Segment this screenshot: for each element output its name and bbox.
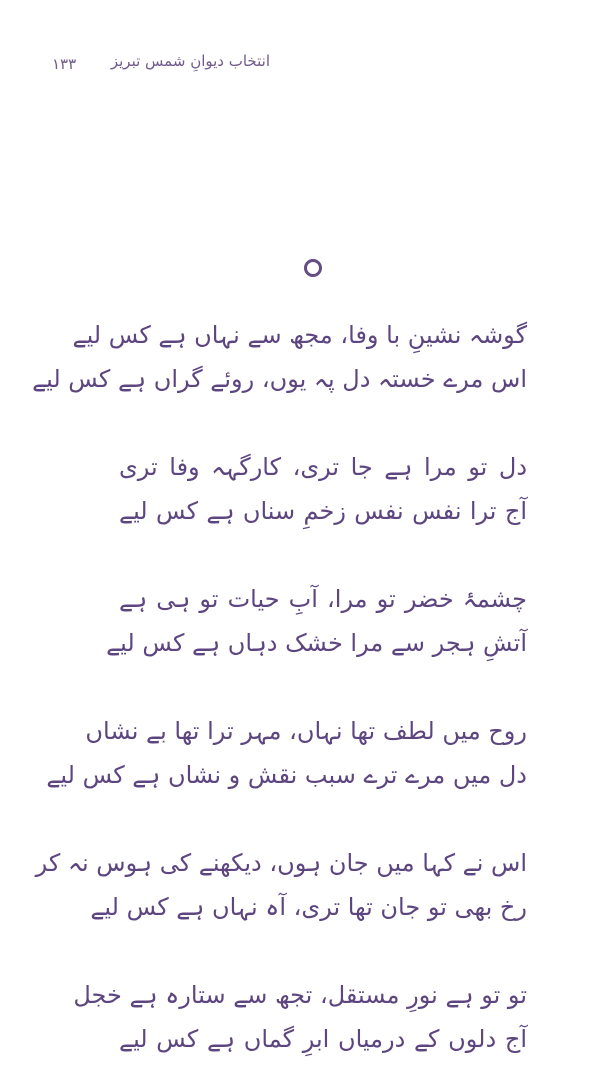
verse-line: روح میں لطف تھا نہاں، مہر ترا تھا بے نشاں [85,717,527,745]
couplet-1 [32,313,527,401]
verse-line: چشمۂ خضر تو مرا، آبِ حیات تو ہی ہے [119,585,527,613]
poem [32,313,527,1080]
couplet-5 [35,841,527,929]
couplet-2 [119,445,527,533]
verse-line: رخ بھی تو جان تھا تری، آہ نہاں ہے کس لیے [90,893,527,921]
couplet-6 [73,973,527,1061]
verse-line: گوشہ نشینِ با وفا، مجھ سے نہاں ہے کس لیے [72,321,527,349]
verse-line: اس مرے خستہ دل پہ یوں، روئے گراں ہے کس لیے [32,365,527,393]
verse-line: دل میں مرے ترے سبب نقش و نشاں ہے کس لیے [46,761,527,789]
verse-line: دل تو مرا ہے جا تری، کارگہہ وفا تری [119,453,527,481]
verse-line: اس نے کہا میں جان ہوں، دیکھنے کی ہوس نہ کر [35,849,527,877]
verse-line: آج ترا نفس نفس زخمِ سناں ہے کس لیے [119,497,527,525]
couplet-4 [46,709,527,797]
page-number: ۱۳۳ [52,55,77,73]
verse-line: آج دلوں کے درمیاں ابرِ گماں ہے کس لیے [119,1025,527,1053]
couplet-3 [106,577,527,665]
section-mark-icon [304,259,322,277]
verse-line: تو تو ہے نورِ مستقل، تجھ سے ستارہ ہے خجل [73,981,527,1009]
running-header-title: انتخاب دیوانِ شمس تبریز [110,52,270,70]
verse-line: آتشِ ہجر سے مرا خشک دہاں ہے کس لیے [106,629,527,657]
